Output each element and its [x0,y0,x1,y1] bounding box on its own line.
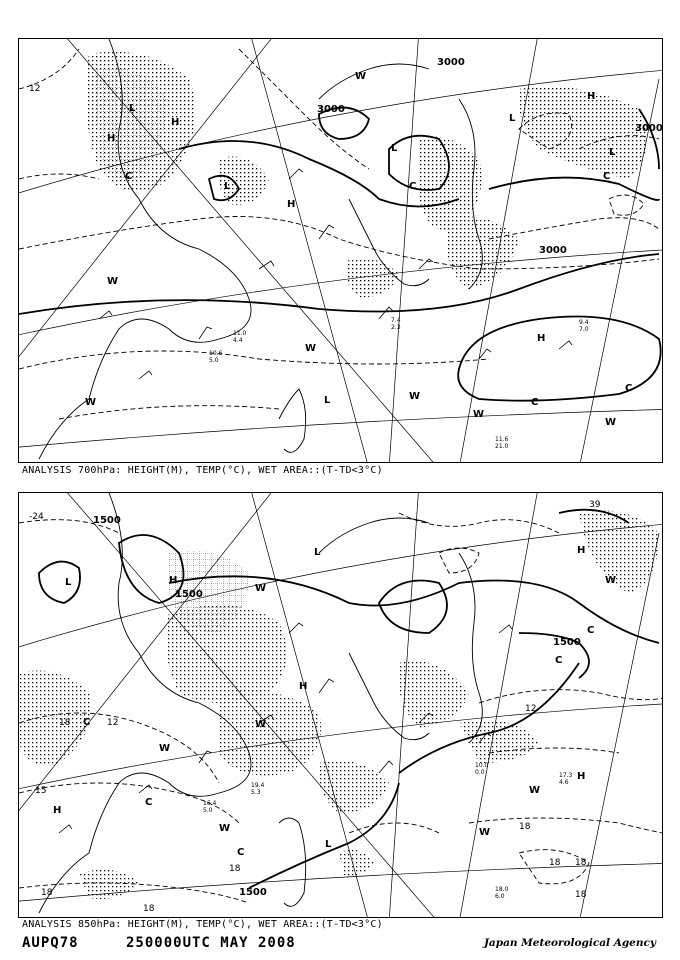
warm-mark: W [473,409,485,420]
chart-id: AUPQ78 [22,935,79,951]
station-dewpoint-depression: 4.6 [559,779,569,786]
station-temp: 10.0 [475,762,489,769]
station-plot [559,772,573,786]
station-temp: 16.4 [203,800,217,807]
warm-mark: W [255,583,267,594]
isotherm-label: 18 [143,904,155,914]
low-center-mark: L [224,181,231,192]
agency-name: Japan Meteorological Agency [483,937,656,949]
station-plot [251,782,265,796]
station-plot [391,317,401,331]
map-700hpa-svg [19,39,663,463]
high-center-mark: H [287,199,296,210]
station-dewpoint-depression: 5.0 [203,807,213,814]
station-plot [203,800,217,814]
low-center-mark: L [391,143,398,154]
isotherm-label: -24 [29,512,44,522]
station-dewpoint-depression: 21.0 [495,443,509,450]
high-center-mark: H [577,545,586,556]
low-center-mark: L [609,147,616,158]
isotherm-label: 18 [575,858,587,868]
station-dewpoint-depression: 6.0 [495,893,505,900]
map-panel-700hpa [18,38,663,463]
warm-mark: W [305,343,317,354]
low-center-mark: L [314,547,321,558]
map-850hpa-svg [19,493,663,918]
station-plot [579,319,589,333]
station-dewpoint-depression: 4.4 [233,337,243,344]
isotherm-label: 12 [29,84,41,94]
cold-mark: C [125,171,133,182]
height-label: 3000 [437,57,465,68]
station-dewpoint-depression: 7.0 [579,326,589,333]
warm-mark: W [159,743,171,754]
height-label: 1500 [175,589,203,600]
cold-mark: C [409,181,417,192]
station-temp: 18.0 [495,886,509,893]
cold-mark: C [145,797,153,808]
low-center-mark: L [324,395,331,406]
cold-mark: C [555,655,563,666]
station-temp: 19.4 [251,782,265,789]
station-temp: 9.4 [579,319,589,326]
station-dewpoint-depression: 0.0 [475,769,485,776]
panel-caption-850hpa: ANALYSIS 850hPa: HEIGHT(M), TEMP(°C), WET AREA::(T-TD<3°C) [22,919,383,930]
height-label: 3000 [539,245,567,256]
panel-caption-700hpa: ANALYSIS 700hPa: HEIGHT(M), TEMP(°C), WET AREA::(T-TD<3°C) [22,465,383,476]
cold-mark: C [531,397,539,408]
isotherms [19,513,663,903]
wind-barbs [99,169,572,379]
station-dewpoint-depression: 5.0 [209,357,219,364]
height-label: 1500 [93,515,121,526]
station-dewpoint-depression: 2.3 [391,324,401,331]
warm-mark: W [255,719,267,730]
height-label: 3000 [317,104,345,115]
station-temp: 7.4 [391,317,401,324]
station-plot [233,330,247,344]
isotherm-label: 15 [35,786,47,796]
isotherm-label: 18 [59,718,71,728]
isotherm-label: 18 [41,888,53,898]
cold-mark: C [587,625,595,636]
height-label: 1500 [553,637,581,648]
warm-mark: W [85,397,97,408]
isotherm-label: 18 [229,864,241,874]
station-plot [495,436,509,450]
isotherm-label: 18 [549,858,561,868]
cold-mark: C [603,171,611,182]
low-center-mark: L [509,113,516,124]
warm-mark: W [219,823,231,834]
high-center-mark: H [107,133,116,144]
station-temp: 17.3 [559,772,573,779]
map-panel-850hpa [18,492,663,918]
cold-mark: C [625,383,633,394]
cold-mark: C [83,717,91,728]
warm-mark: W [355,71,367,82]
warm-mark: W [605,417,617,428]
isotherm-label: 12 [107,718,119,728]
station-plot [475,762,489,776]
high-center-mark: H [537,333,546,344]
station-temp: 11.0 [233,330,247,337]
warm-mark: W [605,575,617,586]
low-center-mark: L [325,839,332,850]
isotherm-label: 18 [519,822,531,832]
height-label: 1500 [239,887,267,898]
station-temp: 10.6 [209,350,223,357]
isotherm-label: 12 [525,704,537,714]
high-center-mark: H [587,91,596,102]
high-center-mark: H [169,575,178,586]
isotherm-label: 18 [575,890,587,900]
high-center-mark: H [53,805,62,816]
warm-mark: W [529,785,541,796]
warm-mark: W [107,276,119,287]
cold-mark: C [237,847,245,858]
isotherm-label: 39 [589,500,601,510]
high-center-mark: H [577,771,586,782]
low-center-mark: L [65,577,72,588]
wet-areas [86,52,647,297]
station-plot [209,350,223,364]
high-center-mark: H [171,117,180,128]
warm-mark: W [409,391,421,402]
station-dewpoint-depression: 5.3 [251,789,261,796]
high-center-mark: H [299,681,308,692]
height-label: 3000 [635,123,663,134]
valid-time: 250000UTC MAY 2008 [126,935,296,951]
station-temp: 11.6 [495,436,509,443]
low-center-mark: L [129,103,136,114]
station-plot [495,886,509,900]
warm-mark: W [479,827,491,838]
